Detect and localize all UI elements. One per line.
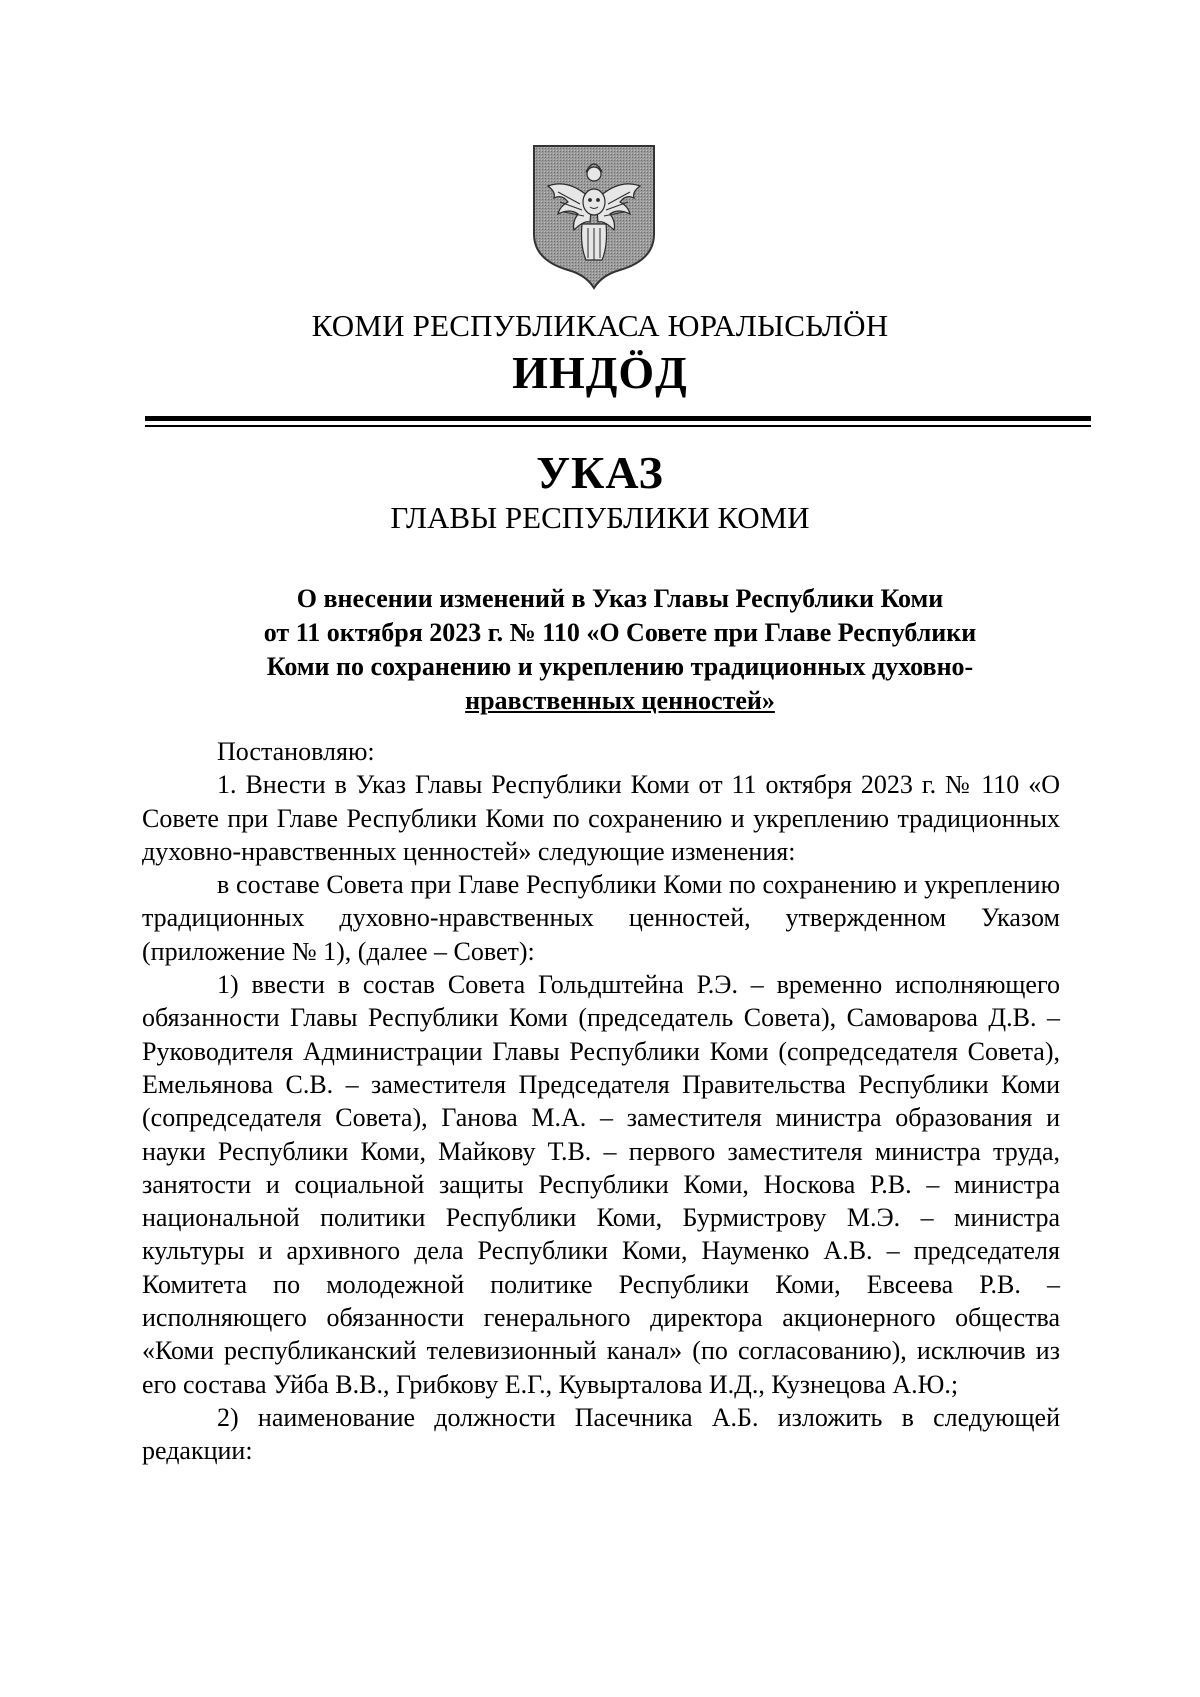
body-paragraph-3: 1) ввести в состав Совета Гольдштейна Р.Э. – временно исполняющего обязанности Главы Республики Коми (председатель Совета), Самоварова Д.В. – Руководителя Администрации Главы Республики Коми (сопредседателя Совета), Емельянова С.В. – заместителя Председателя Правительства Республики Коми (сопредседателя Совета), Ганова М.А. – заместителя министра образования и науки Республики Коми, Майкову Т.В. – первого заместителя министра труда, занятости и социальной защиты Республики Коми, Носкова Р.В. – министра национальной политики Республики Коми, Бурмистрову М.Э. – министра культуры и архивного дела Республики Коми, Науменко А.В. – председателя Комитета по молодежной политике Республики Коми, Евсеева Р.В. – исполняющего обязанности генерального директора акционерного общества «Коми республиканский телевизионный канал» (по согласованию), исключив из его состава Уйба В.В., Грибкову Е.Г., Кувырталова И.Д., Кузнецова А.Ю.; (142, 970, 1060, 1399)
body-paragraph-1: 1. Внести в Указ Главы Республики Коми от 11 октября 2023 г. № 110 «О Совете при Главе Республики Коми по сохранению и укреплению традиционных духовно-нравственных ценностей» следующие изменения: (142, 770, 1060, 866)
header-divider-thin (145, 425, 1091, 427)
body-paragraph-preamble: Постановляю: (217, 737, 375, 766)
coat-of-arms-emblem (530, 142, 658, 290)
subject-line: от 11 октября 2023 г. № 110 «О Совете при Главе Республики (263, 618, 977, 647)
subject-line: О внесении изменений в Указ Главы Республики Коми (296, 584, 944, 613)
body-paragraph-2: в составе Совета при Главе Республики Коми по сохранению и укреплению традиционных духовно-нравственных ценностей, утвержденном Указом (приложение № 1), (далее – Совет): (142, 870, 1060, 966)
komi-header-title: КОМИ РЕСПУБЛИКАСА ЮРАЛЫСЬЛӦН (311, 308, 889, 343)
subject-line (200, 684, 1040, 718)
decree-body (142, 735, 1060, 1468)
body-paragraph-4: 2) наименование должности Пасечника А.Б. изложить в следующей редакции: (142, 1402, 1060, 1466)
subject-line-underlined: нравственных ценностей» (465, 686, 775, 715)
subject-line: Коми по сохранению и укреплению традиционных духовно- (266, 652, 974, 681)
decree-subject (200, 582, 1040, 718)
header-divider-thick (145, 416, 1091, 421)
komi-document-type: ИНДӦД (512, 347, 688, 398)
decree-title: УКАЗ (536, 447, 664, 498)
decree-issuer: ГЛАВЫ РЕСПУБЛИКИ КОМИ (390, 500, 810, 535)
